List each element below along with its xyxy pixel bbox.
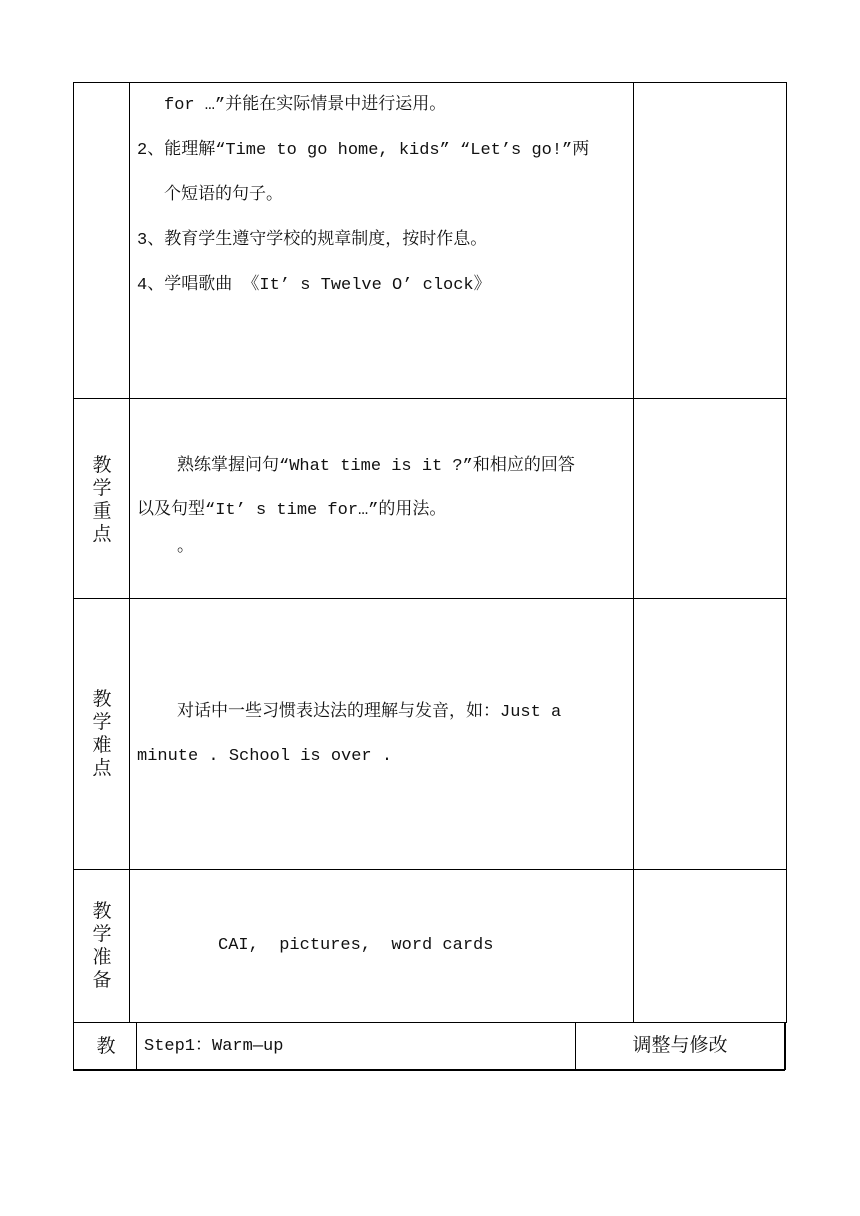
rule-row1: [73, 398, 787, 399]
rule-right-last: [784, 1022, 786, 1070]
rule-col1-last: [136, 1022, 137, 1070]
rule-col2: [633, 82, 634, 1023]
rule-col1: [129, 82, 130, 1023]
objective-line-1: for …”并能在实际情景中进行运用。: [164, 96, 447, 115]
process-label: 教: [96, 1035, 116, 1057]
objective-line-4: 3、教育学生遵守学校的规章制度，按时作息。: [137, 231, 488, 250]
difficulties-line-1: 对话中一些习惯表达法的理解与发音，如：Just a: [177, 703, 562, 722]
key-points-line-2: 以及句型“It’ s time for…”的用法。: [137, 501, 447, 520]
difficulties-label: 教 学 难 点: [92, 688, 112, 779]
objective-line-3: 个短语的句子。: [164, 186, 283, 205]
adjust-header: 调整与修改: [632, 1034, 728, 1056]
difficulties-line-2: minute . School is over .: [137, 747, 393, 766]
key-points-line-3: 。: [177, 538, 194, 557]
objective-line-2: 2、能理解“Time to go home, kids” “Let’s go!”两: [137, 141, 590, 160]
preparation-text: CAI, pictures, word cards: [218, 936, 494, 955]
rule-row3: [73, 869, 787, 870]
objective-line-5: 4、学唱歌曲 《It’ s Twelve O’ clock》: [137, 276, 491, 295]
preparation-label: 教 学 准 备: [92, 900, 112, 991]
rule-right: [786, 82, 787, 1023]
key-points-line-1: 熟练掌握问句“What time is it ?”和相应的回答: [177, 457, 575, 476]
rule-row2: [73, 598, 787, 599]
rule-bottom: [73, 1069, 785, 1071]
process-step: Step1：Warm—up: [144, 1037, 284, 1056]
key-points-label: 教 学 重 点: [92, 454, 112, 545]
rule-top: [73, 82, 787, 83]
rule-row4: [73, 1022, 787, 1023]
